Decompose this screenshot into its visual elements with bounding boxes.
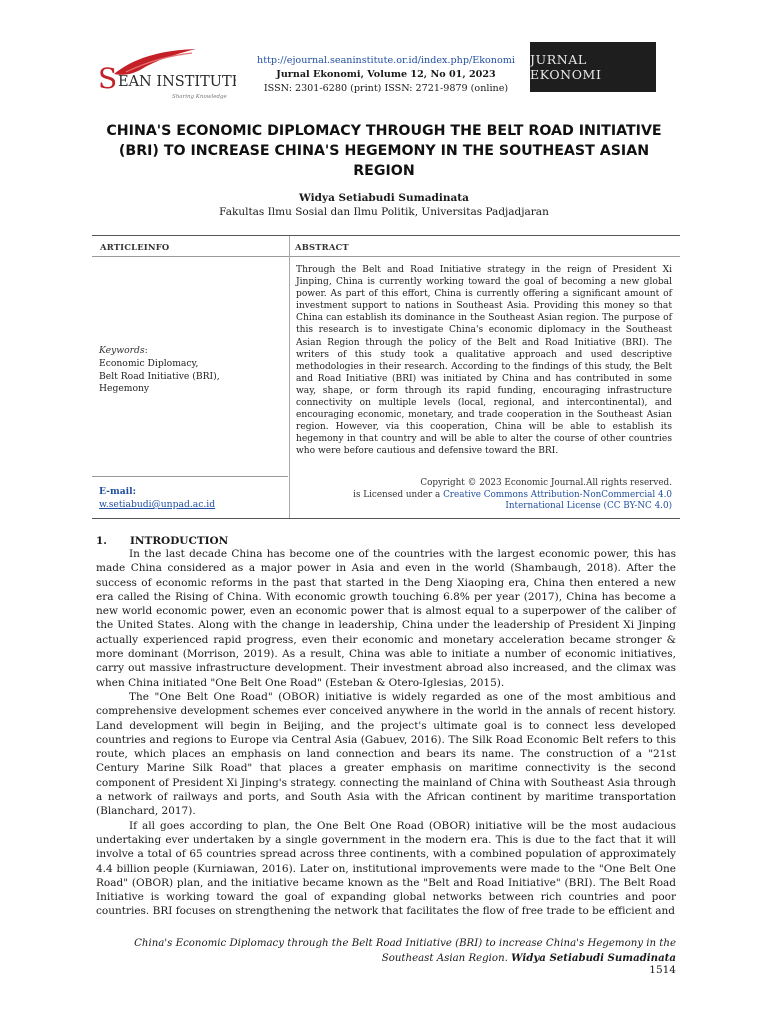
paragraph: The "One Belt One Road" (OBOR) initiative is widely regarded as one of the most ambitious and comprehensive development schemes ever conceived anywhere in the world in the annals of recent history. Land development will begin in Beijing, and the project's ultimate goal is to connect less developed countries and regions to Europe via Central Asia (Gabuev, 2016). The Silk Road Economic Belt refers to this route, which places an emphasis on land connection and bears its name. The construction of a "21st Century Marine Silk Road" that places a greater emphasis on maritime connectivity is the second component of President Xi Jinping's strategy. connecting the mainland of China with Southeast Asia through a network of railways and ports, and South Asia with the African continent by maritime transportation (Blanchard, 2017).: [96, 690, 676, 818]
journal-volume: Jurnal Ekonomi, Volume 12, No 01, 2023: [276, 69, 496, 80]
license-link[interactable]: Creative Commons Attribution-NonCommercial 4.0: [443, 489, 672, 500]
body-text: [96, 547, 676, 919]
table-top-rule: [92, 235, 680, 236]
table-bottom-rule: [92, 518, 680, 519]
keywords-label: Keywords:: [99, 345, 148, 356]
email-label: E-mail:: [99, 486, 137, 497]
section-title: INTRODUCTION: [130, 535, 229, 547]
abstract-heading: ABSTRACT: [295, 242, 349, 252]
journal-name-box: JURNAL EKONOMI: [530, 42, 656, 92]
paper-title: CHINA'S ECONOMIC DIPLOMACY THROUGH THE BELT ROAD INITIATIVE (BRI) TO INCREASE CHINA'S HEGEMONY IN THE SOUTHEAST ASIAN REGION: [106, 123, 662, 179]
running-footer: [96, 937, 676, 966]
keyword-item: Belt Road Initiative (BRI),: [99, 370, 220, 382]
author-email-link[interactable]: w.setiabudi@unpad.ac.id: [99, 499, 216, 510]
paragraph: In the last decade China has become one of the countries with the largest economic power, this has made China considered as a major power in Asia and even in the world (Shambaugh, 2018). After the success of economic reforms in the past that started in the Deng Xiaoping era, China then entered a new era called the Rising of China. With economic growth touching 6.8% per year (2017), China has become a new world economic power, even an economic power that is almost equal to a superpower of the caliber of the United States. Along with the change in leadership, China under the leadership of President Xi Jinping actually experienced rapid progress, even their economic and monetary acceleration became stronger & more dominant (Morrison, 2019). As a result, China was able to initiate a number of economic initiatives, carry out massive infrastructure development. Their investment abroad also increased, and the climax was when China initiated "One Belt One Road" (Esteban & Otero-Iglesias, 2015).: [96, 548, 676, 689]
license-link-cont[interactable]: International License (CC BY-NC 4.0): [505, 501, 672, 511]
author-affiliation: Fakultas Ilmu Sosial dan Ilmu Politik, Universitas Padjadjaran: [219, 206, 549, 218]
paragraph: If all goes according to plan, the One Belt One Road (OBOR) initiative will be the most audacious undertaking ever undertaken by a single government in the modern era. This is due to the fact that it will involve a total of 65 countries spread across three continents, with a combined population of approximately 4.4 billion people (Kurniawan, 2016). Later on, institutional improvements were made to the "One Belt One Road" (OBOR) plan, and the initiative became known as the "Belt and Road Initiative" (BRI). The Belt Road Initiative is working toward the goal of expanding global networks between rich countries and poor countries. BRI focuses on strengthening the network that facilitates the flow of free trade to be efficient and: [96, 819, 676, 918]
table-header-rule: [92, 256, 680, 257]
section-number: 1.: [96, 535, 107, 547]
logo-tagline: Sharing Knowledge: [172, 94, 227, 100]
column-divider: [289, 236, 290, 518]
page-number: 1514: [649, 964, 676, 976]
publisher-logo: [96, 46, 236, 106]
journal-info: [240, 54, 532, 96]
svg-text:S: S: [98, 62, 118, 95]
footer-author: Widya Setiabudi Sumadinata: [511, 952, 676, 964]
keywords-list: [99, 358, 220, 396]
abstract-text: Through the Belt and Road Initiative strategy in the reign of President Xi Jinping, China is currently working toward the goal of becoming a new global power. As part of this effort, China is currently offering a significant amount of investment support to nations in Southeast Asia. Providing this money so that China can establish its dominance in the Southeast Asian region. The purpose of this research is to investigate China's economic diplomacy in the Southeast Asian Region through the policy of the Belt and Road Initiative (BRI). The writers of this study took a qualitative approach and used descriptive methodologies in their research. According to the findings of this study, the Belt and Road Initiative (BRI) was initiated by China and has contributed in some way, shape, or form through its rapid funding, encouraging infrastructure connectivity on multiple levels (local, regional, and intercontinental), and encouraging economic, monetary, and trade cooperation in the Southeast Asian region. However, via this cooperation, China will be able to establish its hegemony in that country and will be able to alter the course of other countries who were before cautious and defensive toward the BRI.: [296, 265, 672, 457]
footer-caption: China's Economic Diplomacy through the Belt Road Initiative (BRI) to increase China's Hegemony in the Southeast Asian Region.: [134, 938, 676, 964]
paper-author: Widya Setiabudi Sumadinata: [299, 192, 469, 204]
journal-issn: ISSN: 2301-6280 (print) ISSN: 2721-9879 (online): [263, 83, 509, 94]
section-heading: [96, 535, 228, 547]
email-rule: [92, 476, 288, 477]
copyright-notice: [300, 478, 672, 513]
logo-text: EAN INSTITUTE: [118, 74, 236, 90]
copyright-line: Copyright © 2023 Economic Journal.All rights reserved.: [420, 478, 672, 488]
license-prefix: is Licensed under a: [353, 489, 444, 500]
journal-url-link[interactable]: http://ejournal.seaninstitute.or.id/index.php/Ekonomi: [257, 55, 515, 66]
keyword-item: Hegemony: [99, 383, 150, 394]
article-info-heading: ARTICLEINFO: [100, 242, 170, 252]
keyword-item: Economic Diplomacy,: [99, 358, 199, 369]
